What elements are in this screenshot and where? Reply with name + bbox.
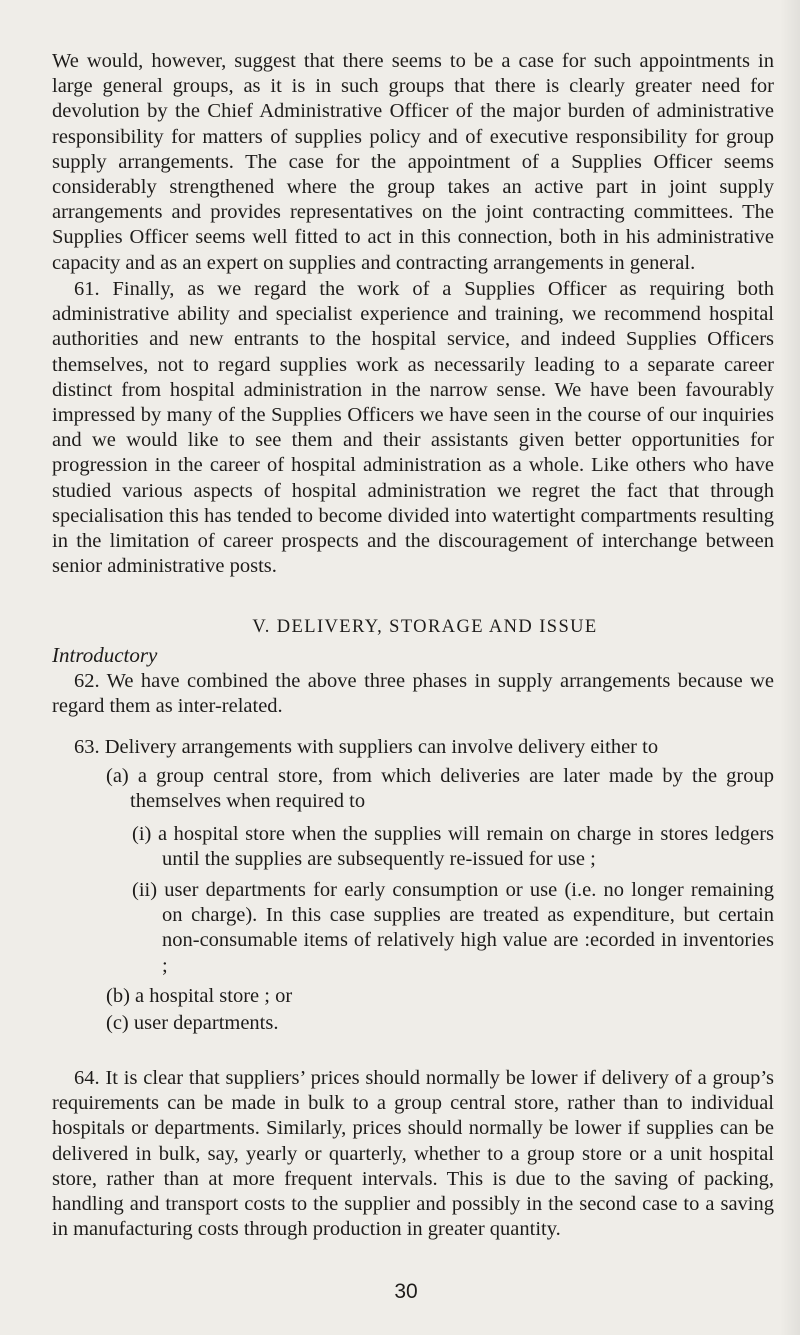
- list-item-c-label: (c): [106, 1012, 129, 1034]
- list-subitem-i-text: a hospital store when the supplies will remain on charge in stores ledgers until the supplies are subsequently re-issued for use ;: [157, 823, 774, 871]
- list-item-b-text: a hospital store ; or: [135, 985, 293, 1007]
- paragraph-62: 62. We have combined the above three phases in supply arrangements because we regard them as inter-related.: [52, 670, 774, 718]
- list-subitem-i: [132, 822, 774, 872]
- page-edge-shadow: [780, 0, 800, 1335]
- list-item-a-label: (a): [106, 765, 129, 787]
- list-item-c-text: user departments.: [133, 1012, 279, 1034]
- list-item-b-label: (b): [106, 985, 130, 1007]
- paragraph-61: 61. Finally, as we regard the work of a Supplies Officer as requiring both administrative ability and specialist experience and training, we recommend hospital authorities and new entrants to the hospital service, and indeed Supplies Officers themselves, not to regard supplies work as necessarily leading to a separate career distinct from hospital administration in the narrow sense. We have been favourably impressed by many of the Supplies Officers we have seen in the course of our inquiries and we would like to see them and their assistants given better opportunities for progression in the career of hospital administration as a whole. Like others who have studied various aspects of hospital administration we regret the fact that through specialisation this has tended to become divided into watertight compartments resulting in the limitation of career prospects and the discouragement of interchange between senior administrative posts.: [52, 278, 774, 578]
- list-item-c: [106, 1011, 774, 1036]
- list-item-a: [106, 764, 774, 814]
- list-subitem-ii-text: user departments for early consumption or use (i.e. no longer remaining on charge). In this case supplies are treated as expenditure, but certain non-consumable items of relatively high value are :ecorded in inventories ;: [162, 879, 774, 977]
- list-item-a-text: a group central store, from which deliveries are later made by the group themselves when required to: [130, 765, 774, 813]
- page-number: 30: [394, 1280, 418, 1303]
- paragraph-63: 63. Delivery arrangements with suppliers can involve delivery either to: [74, 736, 659, 758]
- paragraph-continuation: We would, however, suggest that there seems to be a case for such appointments in large general groups, as it is in such groups that there is clearly greater need for devolution by the Chief Administrative Officer of the major burden of administrative responsibility for matters of supplies policy and of executive responsibility for group supply arrangements. The case for the appointment of a Supplies Officer seems considerably strengthened where the group takes an active part in joint supply arrangements and provides representatives on the joint contracting committees. The Supplies Officer seems well fitted to act in this connection, both in his administrative capacity and as an expert on supplies and contracting arrangements in general.: [52, 50, 774, 274]
- list-item-b: [106, 984, 774, 1009]
- list-subitem-ii-label: (ii): [132, 879, 158, 901]
- list-subitem-ii: [132, 878, 774, 979]
- list-subitem-i-label: (i): [132, 823, 152, 845]
- subheading-introductory: Introductory: [52, 643, 158, 667]
- section-title: V. DELIVERY, STORAGE AND ISSUE: [252, 617, 598, 637]
- paragraph-64: 64. It is clear that suppliers’ prices should normally be lower if delivery of a group’s requirements can be made in bulk to a group central store, rather than to individual hospitals or departments. Similarly, prices should normally be lower if supplies can be delivered in bulk, say, yearly or quarterly, whether to a group store or a unit hospital store, rather than at more frequent intervals. This is due to the saving of packing, handling and transport costs to the supplier and possibly in the second case to a saving in manufacturing costs through production in greater quantity.: [52, 1067, 774, 1241]
